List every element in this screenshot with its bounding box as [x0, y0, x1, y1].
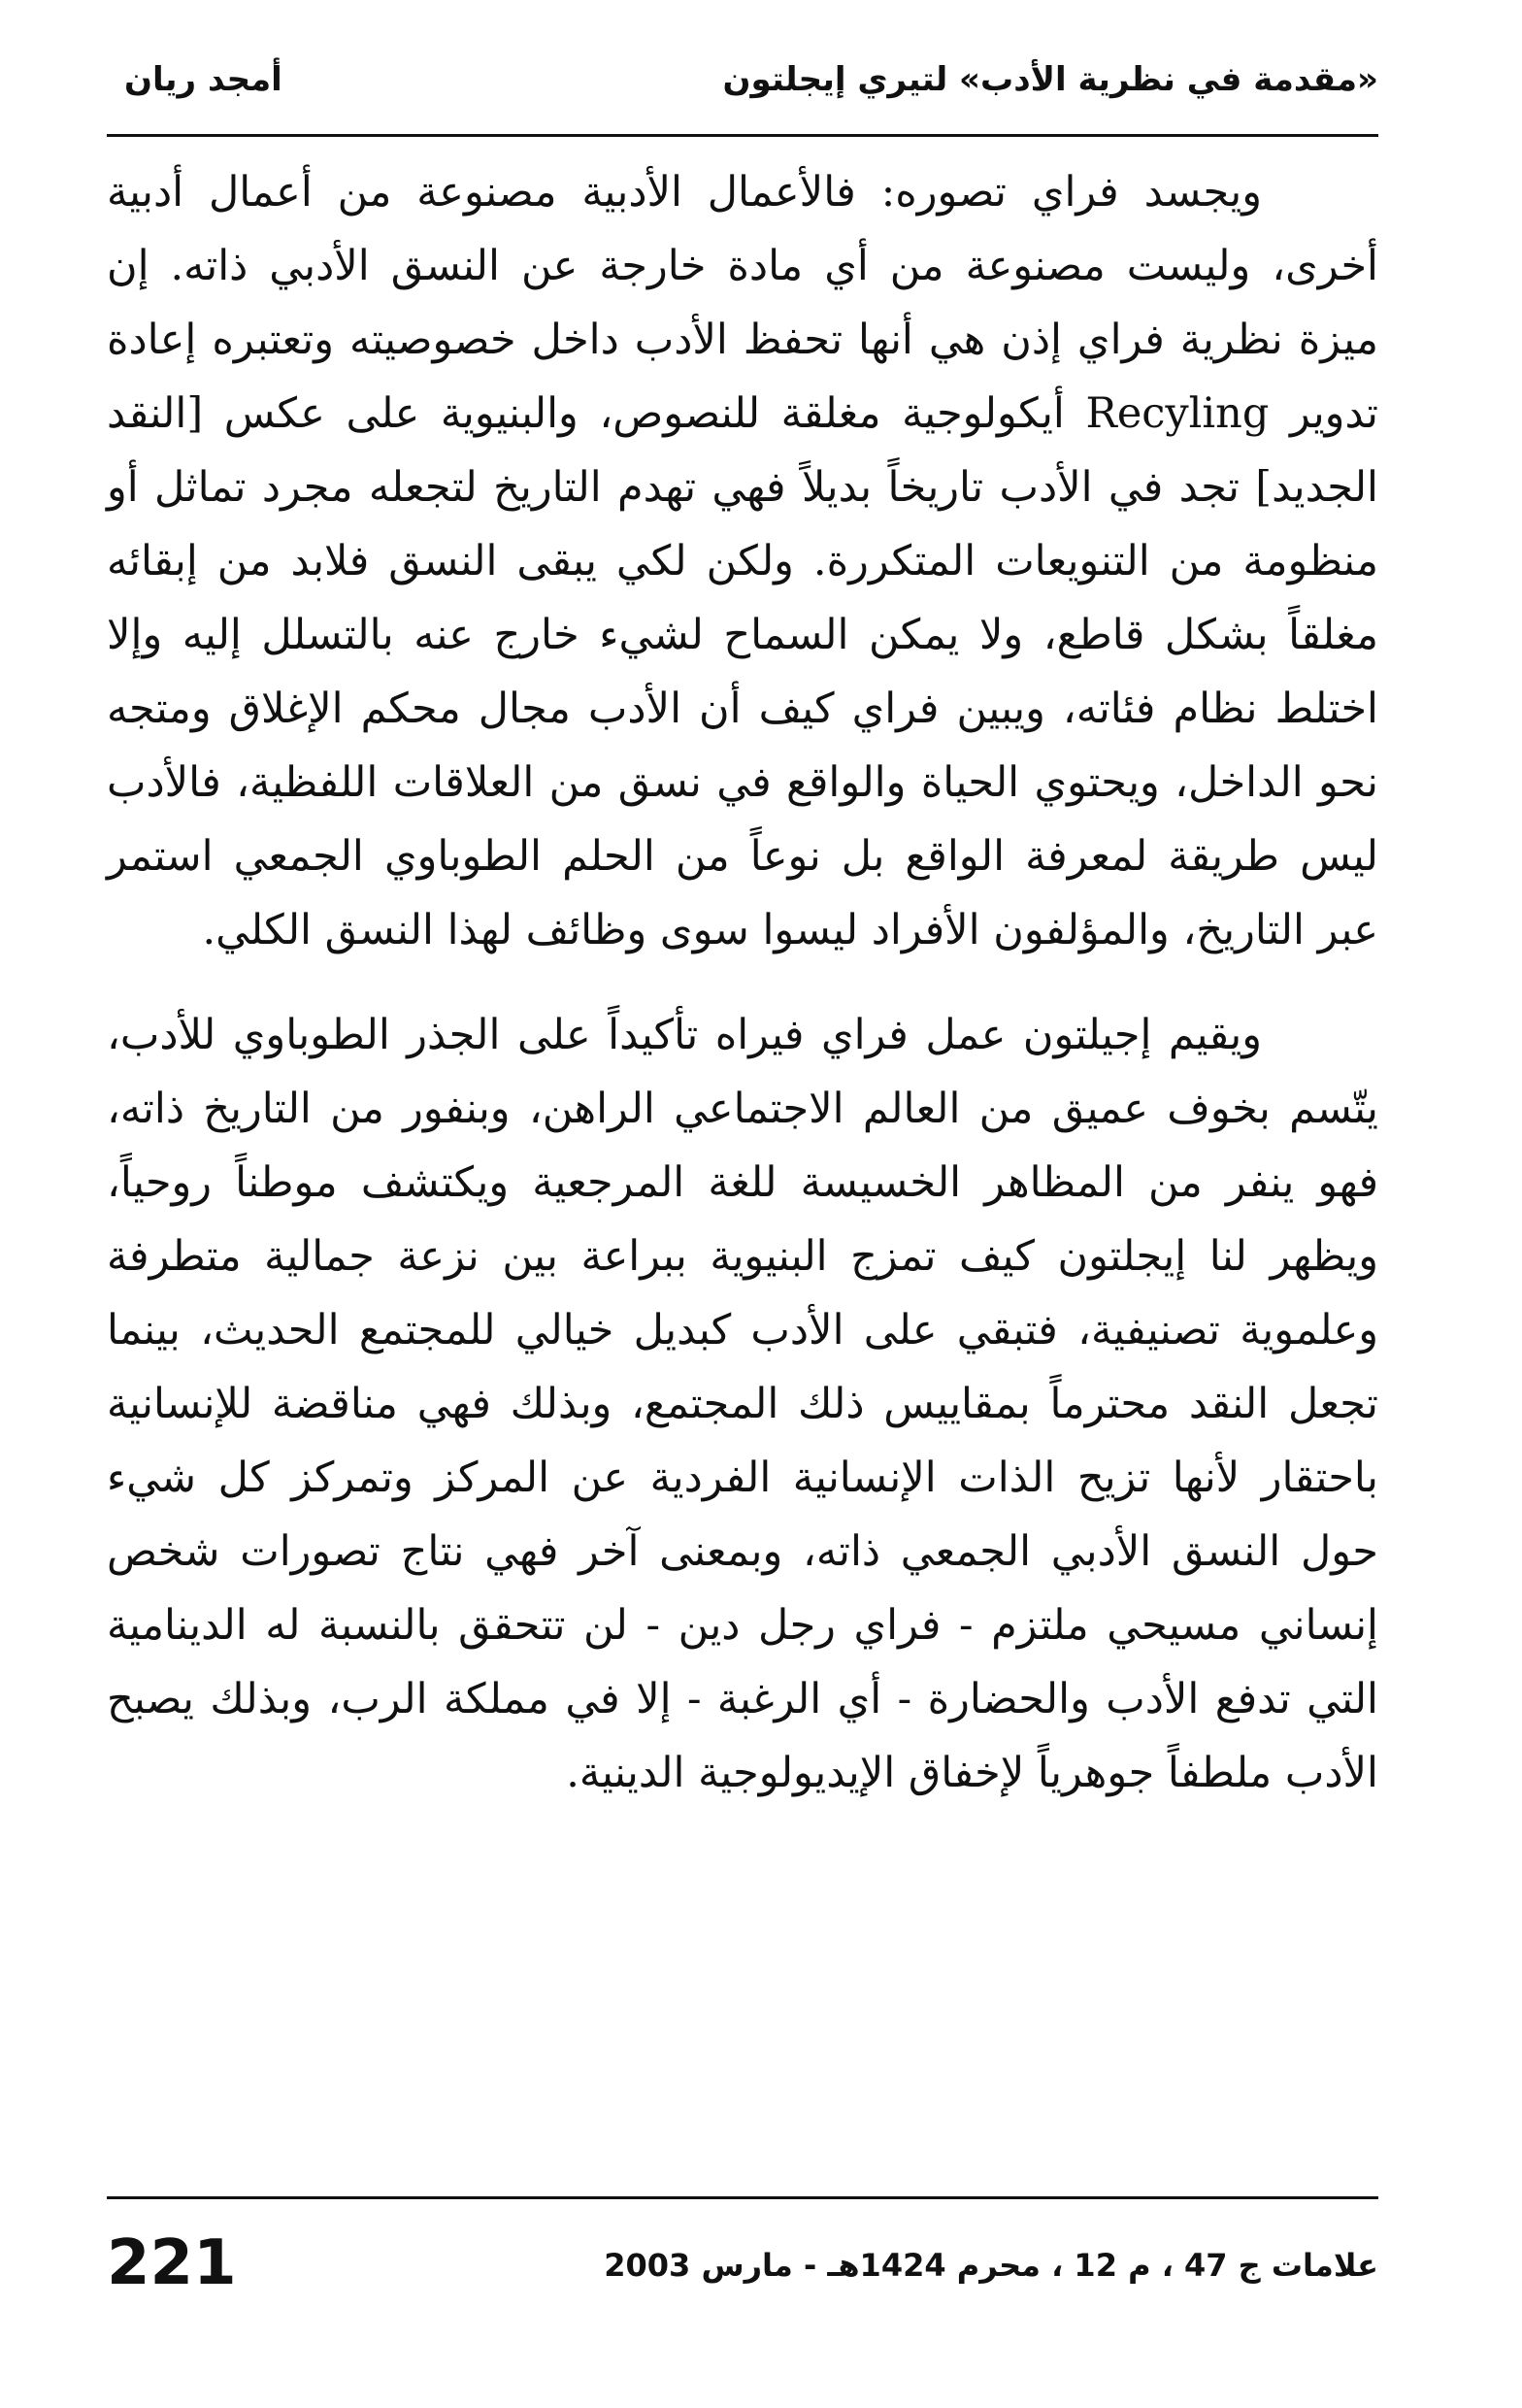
header-rule [107, 134, 1378, 137]
header-title: «مقدمة في نظرية الأدب» لتيري إيجلتون [722, 60, 1378, 99]
footer-rule [107, 2196, 1378, 2199]
paragraph-2: ويقيم إجيلتون عمل فراي فيراه تأكيداً على الجذر الطوباوي للأدب، يتّسم بخوف عميق من العالم الاجتماعي الراهن، وبنفور من التاريخ ذاته، فهو ينفر من المظاهر الخسيسة للغة المرجعية ويكتشف موطناً روحياً، ويظهر لنا إيجلتون كيف تمزج البنيوية ببراعة بين نزعة جمالية متطرفة وعلموية تصنيفية، فتبقي على الأدب كبديل خيالي للمجتمع الحديث، بينما تجعل النقد محترماً بمقاييس ذلك المجتمع، وبذلك فهي مناقضة للإنسانية باحتقار لأنها تزيح الذات الإنسانية الفردية عن المركز وتمركز كل شيء حول النسق الأدبي الجمعي ذاته، وبمعنى آخر فهي نتاج تصورات شخص إنساني مسيحي ملتزم - فراي رجل دين - لن تتحقق بالنسبة له الدينامية التي تدفع الأدب والحضارة - أي الرغبة - إلا في مملكة الرب، وبذلك يصبح الأدب ملطفاً جوهرياً لإخفاق الإيديولوجية الدينية. [107, 1011, 1378, 1797]
page-footer [107, 2225, 1378, 2313]
header-author: أمجد ريان [124, 60, 282, 99]
book-page [107, 0, 1378, 2408]
page-number: 221 [107, 2227, 237, 2299]
running-header [107, 47, 1378, 124]
body-text [107, 155, 1378, 1810]
journal-info: علامات ج 47 ، م 12 ، محرم 1424هـ - مارس 2003 [604, 2247, 1378, 2284]
paragraph-1: ويجسد فراي تصوره: فالأعمال الأدبية مصنوعة من أعمال أدبية أخرى، وليست مصنوعة من أي مادة خارجة عن النسق الأدبي ذاته. إن ميزة نظرية فراي إذن هي أنها تحفظ الأدب داخل خصوصيته وتعتبره إعادة تدوير Recyling أيكولوجية مغلقة للنصوص، والبنيوية على عكس [النقد الجديد] تجد في الأدب تاريخاً بديلاً فهي تهدم التاريخ لتجعله مجرد تماثل أو منظومة من التنويعات المتكررة. ولكن لكي يبقى النسق فلابد من إبقائه مغلقاً بشكل قاطع، ولا يمكن السماح لشيء خارج عنه بالتسلل إليه وإلا اختلط نظام فئاته، ويبين فراي كيف أن الأدب مجال محكم الإغلاق ومتجه نحو الداخل، ويحتوي الحياة والواقع في نسق من العلاقات اللفظية، فالأدب ليس طريقة لمعرفة الواقع بل نوعاً من الحلم الطوباوي الجمعي استمر عبر التاريخ، والمؤلفون الأفراد ليسوا سوى وظائف لهذا النسق الكلي. [107, 168, 1378, 954]
